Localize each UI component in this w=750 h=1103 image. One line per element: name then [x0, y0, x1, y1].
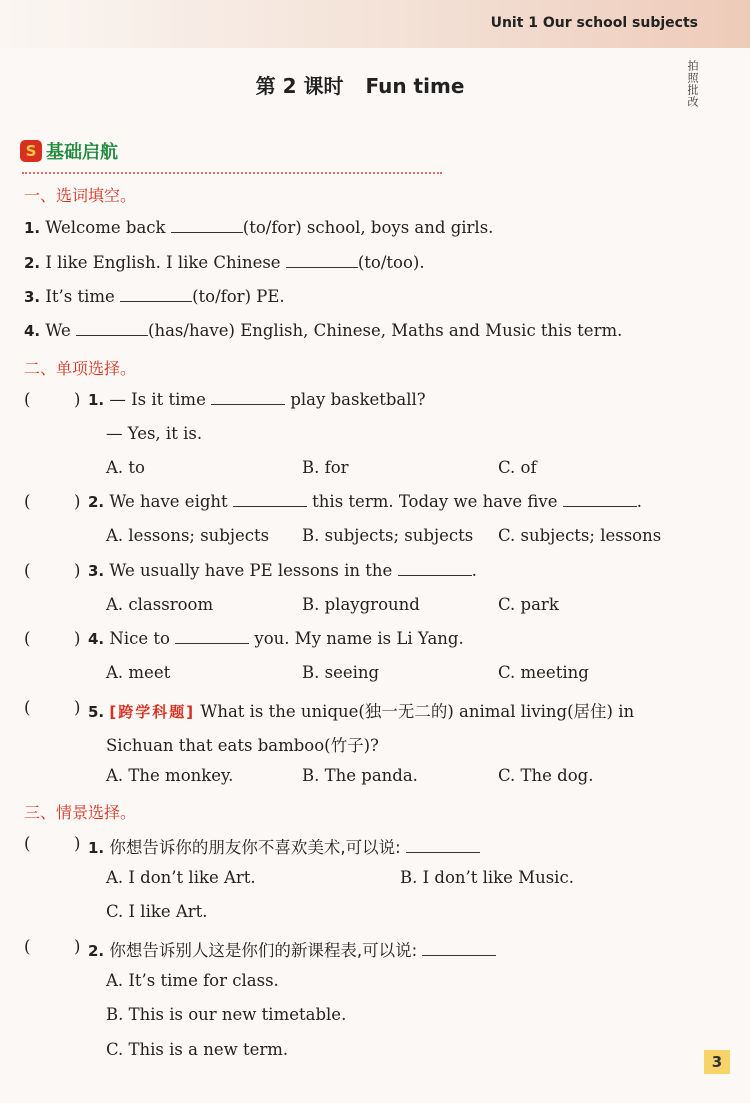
answer-blank[interactable]: [76, 321, 148, 336]
lesson-title: [0, 70, 720, 99]
section-heading: [20, 138, 118, 164]
answer-blank[interactable]: [175, 629, 249, 644]
option-a[interactable]: A. It’s time for class.: [106, 971, 279, 990]
mc-question-2: 2. We have eight this term. Today we have five .: [88, 492, 642, 511]
option-c[interactable]: C. park: [498, 595, 559, 614]
option-c[interactable]: C. meeting: [498, 663, 589, 682]
option-b[interactable]: B. seeing: [302, 663, 380, 682]
mc-question-4: 4. Nice to you. My name is Li Yang.: [88, 629, 464, 648]
option-b[interactable]: B. subjects; subjects: [302, 526, 474, 545]
part3-title: 三、情景选择。: [24, 803, 137, 822]
mc-question-1: 1. — Is it time play basketball?: [88, 390, 426, 409]
option-b[interactable]: B. I don’t like Music.: [400, 868, 574, 887]
part1-title: 一、选词填空。: [24, 186, 137, 205]
option-a[interactable]: A. I don’t like Art.: [106, 868, 256, 887]
answer-blank[interactable]: [286, 253, 358, 268]
answer-blank[interactable]: [563, 492, 637, 507]
part2-title: 二、单项选择。: [24, 359, 137, 378]
option-a[interactable]: A. meet: [106, 663, 171, 682]
answer-blank[interactable]: [171, 218, 243, 233]
option-c[interactable]: C. This is a new term.: [106, 1040, 289, 1059]
answer-paren-close: ): [74, 937, 81, 956]
answer-blank[interactable]: [406, 838, 480, 853]
side-label: 拍照批改: [686, 60, 699, 108]
answer-paren-open[interactable]: (: [24, 561, 31, 580]
answer-paren-close: ): [74, 698, 81, 717]
answer-paren-close: ): [74, 561, 81, 580]
fill-item-1: 1. Welcome back (to/for) school, boys and girls.: [24, 218, 494, 237]
answer-paren-close: ): [74, 629, 81, 648]
option-b[interactable]: B. playground: [302, 595, 420, 614]
page-number: 3: [704, 1050, 730, 1074]
answer-paren-close: ): [74, 390, 81, 409]
answer-paren-open[interactable]: (: [24, 492, 31, 511]
mc-question-3: 3. We usually have PE lessons in the .: [88, 561, 477, 580]
answer-paren-open[interactable]: (: [24, 390, 31, 409]
lesson-part: 第 2 课时: [255, 74, 344, 98]
option-a[interactable]: A. to: [106, 458, 145, 477]
option-b[interactable]: B. The panda.: [302, 766, 418, 785]
answer-blank[interactable]: [422, 941, 496, 956]
fill-item-2: 2. I like English. I like Chinese (to/too).: [24, 253, 425, 272]
option-a[interactable]: A. The monkey.: [106, 766, 234, 785]
answer-blank[interactable]: [233, 492, 307, 507]
section-icon: S: [20, 140, 42, 162]
answer-paren-open[interactable]: (: [24, 629, 31, 648]
answer-paren-close: ): [74, 834, 81, 853]
answer-blank[interactable]: [398, 561, 472, 576]
answer-blank[interactable]: [120, 287, 192, 302]
answer-paren-open[interactable]: (: [24, 937, 31, 956]
option-a[interactable]: A. lessons; subjects: [106, 526, 270, 545]
option-b[interactable]: B. for: [302, 458, 349, 477]
situation-question-1: 1. 你想告诉你的朋友你不喜欢美术,可以说:: [88, 834, 480, 858]
answer-blank[interactable]: [211, 390, 285, 405]
answer-paren-open[interactable]: (: [24, 834, 31, 853]
option-c[interactable]: C. subjects; lessons: [498, 526, 662, 545]
section-title: 基础启航: [46, 142, 118, 163]
mc-question-1-line2: — Yes, it is.: [106, 424, 203, 443]
option-c[interactable]: C. I like Art.: [106, 902, 208, 921]
mc-question-5: 5. [跨学科题] What is the unique(独一无二的) animal living(居住) in: [88, 702, 635, 721]
option-c[interactable]: C. The dog.: [498, 766, 594, 785]
divider: [22, 172, 442, 174]
fill-item-3: 3. It’s time (to/for) PE.: [24, 287, 285, 306]
option-a[interactable]: A. classroom: [106, 595, 214, 614]
option-c[interactable]: C. of: [498, 458, 537, 477]
answer-paren-close: ): [74, 492, 81, 511]
unit-title: Unit 1 Our school subjects: [490, 15, 698, 31]
answer-paren-open[interactable]: (: [24, 698, 31, 717]
option-b[interactable]: B. This is our new timetable.: [106, 1005, 347, 1024]
lesson-name: Fun time: [365, 74, 465, 98]
situation-question-2: 2. 你想告诉别人这是你们的新课程表,可以说:: [88, 937, 496, 961]
cross-subject-tag: [跨学科题]: [109, 703, 196, 721]
fill-item-4: 4. We (has/have) English, Chinese, Maths and Music this term.: [24, 321, 623, 340]
mc-question-5-line2: Sichuan that eats bamboo(竹子)?: [106, 736, 379, 755]
